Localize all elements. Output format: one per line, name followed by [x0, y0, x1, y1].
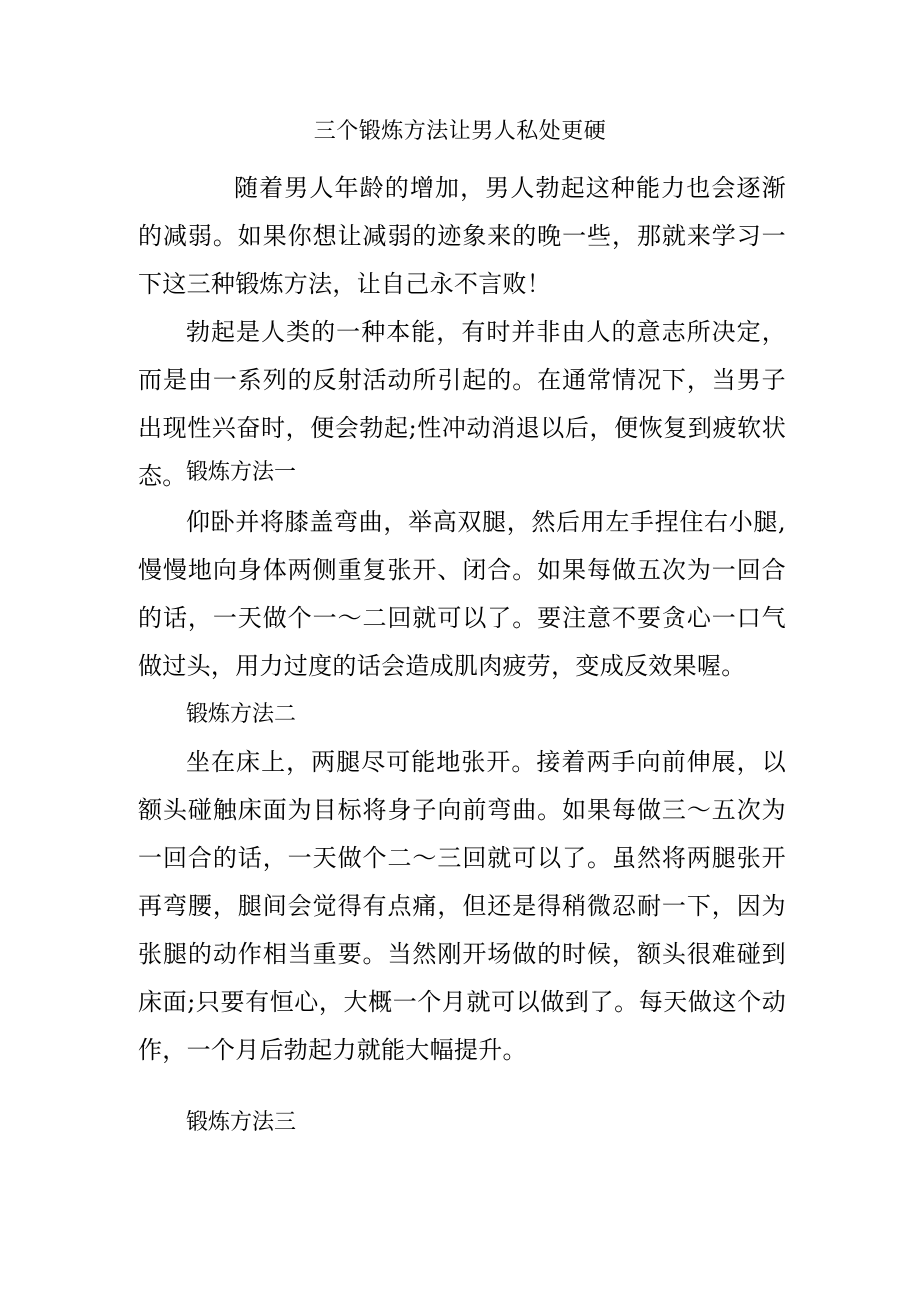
method-one-body: 仰卧并将膝盖弯曲，举高双腿，然后用左手捏住右小腿,慢慢地向身体两侧重复张开、闭合。如果每做五次为一回合的话，一天做个一～二回就可以了。要注意不要贪心一口气做过头，用力过度的话会造成肌肉疲劳，变成反效果喔。	[138, 508, 786, 680]
page-title: 三个锻炼方法让男人私处更硬	[313, 119, 607, 144]
method-two-body: 坐在床上，两腿尽可能地张开。接着两手向前伸展，以额头碰触床面为目标将身子向前弯曲。如果每做三～五次为一回合的话，一天做个二～三回就可以了。虽然将两腿张开再弯腰，腿间会觉得有点痛，但还是得稍微忍耐一下，因为张腿的动作相当重要。当然刚开场做的时候，额头很难碰到床面;只要有恒心，大概一个月就可以做到了。每天做这个动作，一个月后勃起力就能大幅提升。	[138, 748, 786, 1064]
method-one-heading: 锻炼方法一	[186, 460, 297, 485]
method-three-heading: 锻炼方法三	[186, 1110, 297, 1135]
intro-paragraph: 随着男人年龄的增加，男人勃起这种能力也会逐渐的减弱。如果你想让减弱的迹象来的晚一些，那就来学习一下这三种锻炼方法，让自己永不言败！	[138, 174, 786, 298]
background-paragraph: 勃起是人类的一种本能，有时并非由人的意志所决定，而是由一系列的反射活动所引起的。在通常情况下，当男子出现性兴奋时，便会勃起;性冲动消退以后，便恢复到疲软状态。	[138, 318, 786, 490]
method-two-heading: 锻炼方法二	[186, 702, 297, 727]
